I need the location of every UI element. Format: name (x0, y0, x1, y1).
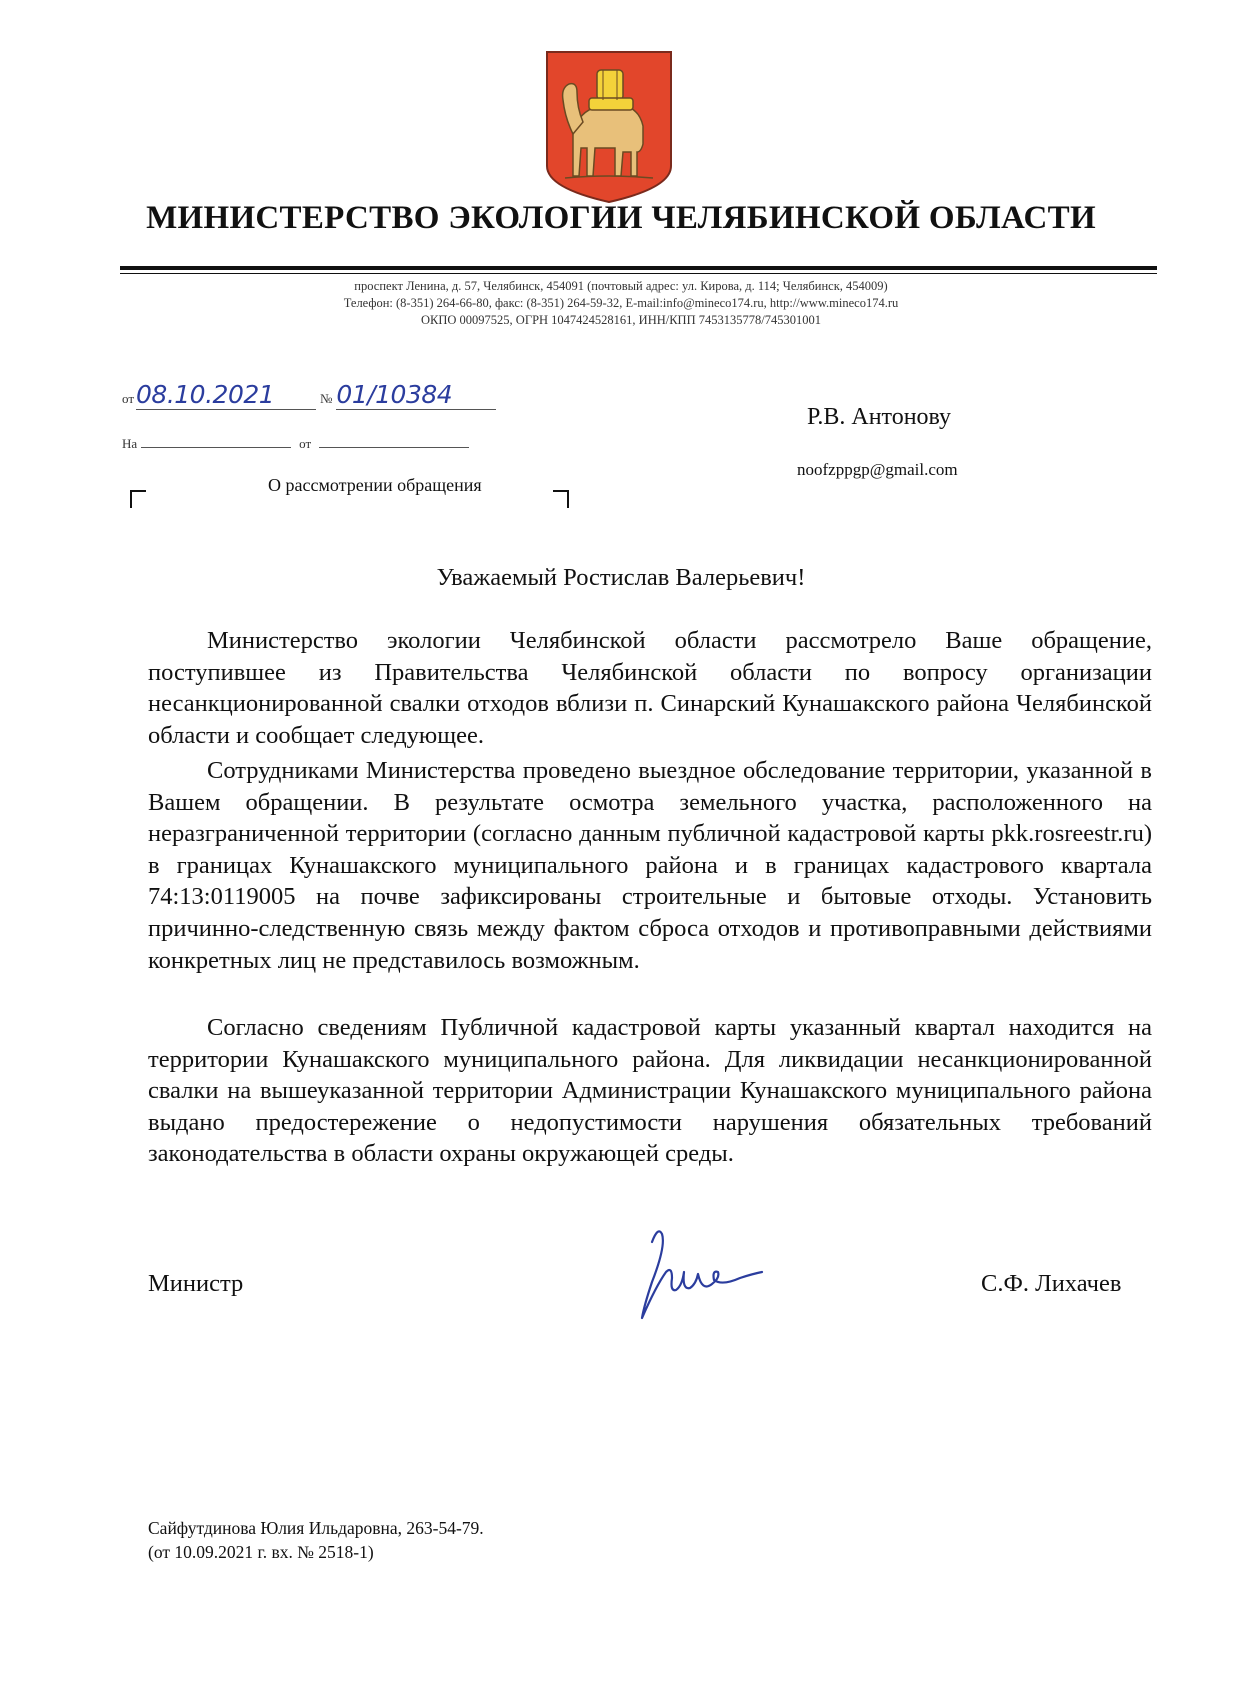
subject-line: О рассмотрении обращения (268, 475, 482, 495)
outgoing-number: 01/10384 (336, 380, 496, 410)
subject-corner-right (553, 490, 569, 508)
recipient-email: noofzppgp@gmail.com (797, 460, 958, 479)
body-paragraph: Сотрудниками Министерства проведено выездное обследование территории, указанной в Вашем обращении. В результате осмотра земельного участка, расположенного на неразграниченной территории (согласно данным публичной кадастровой карты pkk.rosreestr.ru) в границах Кунашакского муниципального района и в границах кадастрового квартала 74:13:0119005 на почве зафиксированы строительные и бытовые отходы. Установить причинно-следственную связь между фактом сброса отходов и противоправными действиями конкретных лиц не представилось возможным. (148, 757, 1152, 974)
ref-ot-blank (319, 434, 469, 448)
header-divider-thin (120, 273, 1157, 274)
outgoing-date: 08.10.2021 (136, 380, 316, 410)
executor-info: Сайфутдинова Юлия Ильдаровна, 263-54-79. (148, 1518, 484, 1538)
reference-line (122, 434, 469, 453)
ref-ot-label: от (299, 436, 312, 451)
signer-name: С.Ф. Лихачев (981, 1270, 1122, 1297)
body-paragraph: Министерство экологии Челябинской области рассмотрело Ваше обращение, поступившее из Правительства Челябинской области по вопросу организации несанкционированной свалки отходов вблизи п. Синарский Кунашакского района Челябинской области и сообщает следующее. (148, 627, 1152, 749)
header-divider-thick (120, 266, 1157, 270)
subject-corner-left (130, 490, 146, 508)
number-prefix: № (320, 391, 333, 406)
recipient-name: Р.В. Антонову (807, 404, 952, 430)
contacts-line: Телефон: (8-351) 264-66-80, факс: (8-351) 264-59-32, E-mail:info@mineco174.ru, http://www.mineco174.ru (343, 296, 899, 310)
from-prefix: от (122, 391, 135, 406)
registry-codes-line: ОКПО 00097525, ОГРН 1047424528161, ИНН/КПП 7453135778/745301001 (421, 313, 821, 327)
ministry-title: МИНИСТЕРСТВО ЭКОЛОГИИ ЧЕЛЯБИНСКОЙ ОБЛАСТИ (146, 200, 1096, 236)
coat-of-arms-emblem (543, 48, 675, 206)
incoming-reference: (от 10.09.2021 г. вх. № 2518-1) (148, 1542, 374, 1562)
signer-title: Министр (148, 1270, 244, 1297)
handwritten-signature (622, 1222, 772, 1328)
registration-line (122, 380, 496, 410)
ref-na-label: На (122, 436, 138, 451)
ref-na-blank (141, 434, 291, 448)
address-line: проспект Ленина, д. 57, Челябинск, 454091 (почтовый адрес: ул. Кирова, д. 114; Челябинск, 454009) (354, 279, 888, 293)
salutation: Уважаемый Ростислав Валерьевич! (436, 564, 806, 591)
body-paragraph: Согласно сведениям Публичной кадастровой карты указанный квартал находится на территории Кунашакского муниципального района. Для ликвидации несанкционированной свалки на вышеуказанной территории Администрации Кунашакского муниципального района выдано предостережение о недопустимости нарушения обязательных требований законодательства в области охраны окружающей среды. (148, 1014, 1152, 1168)
